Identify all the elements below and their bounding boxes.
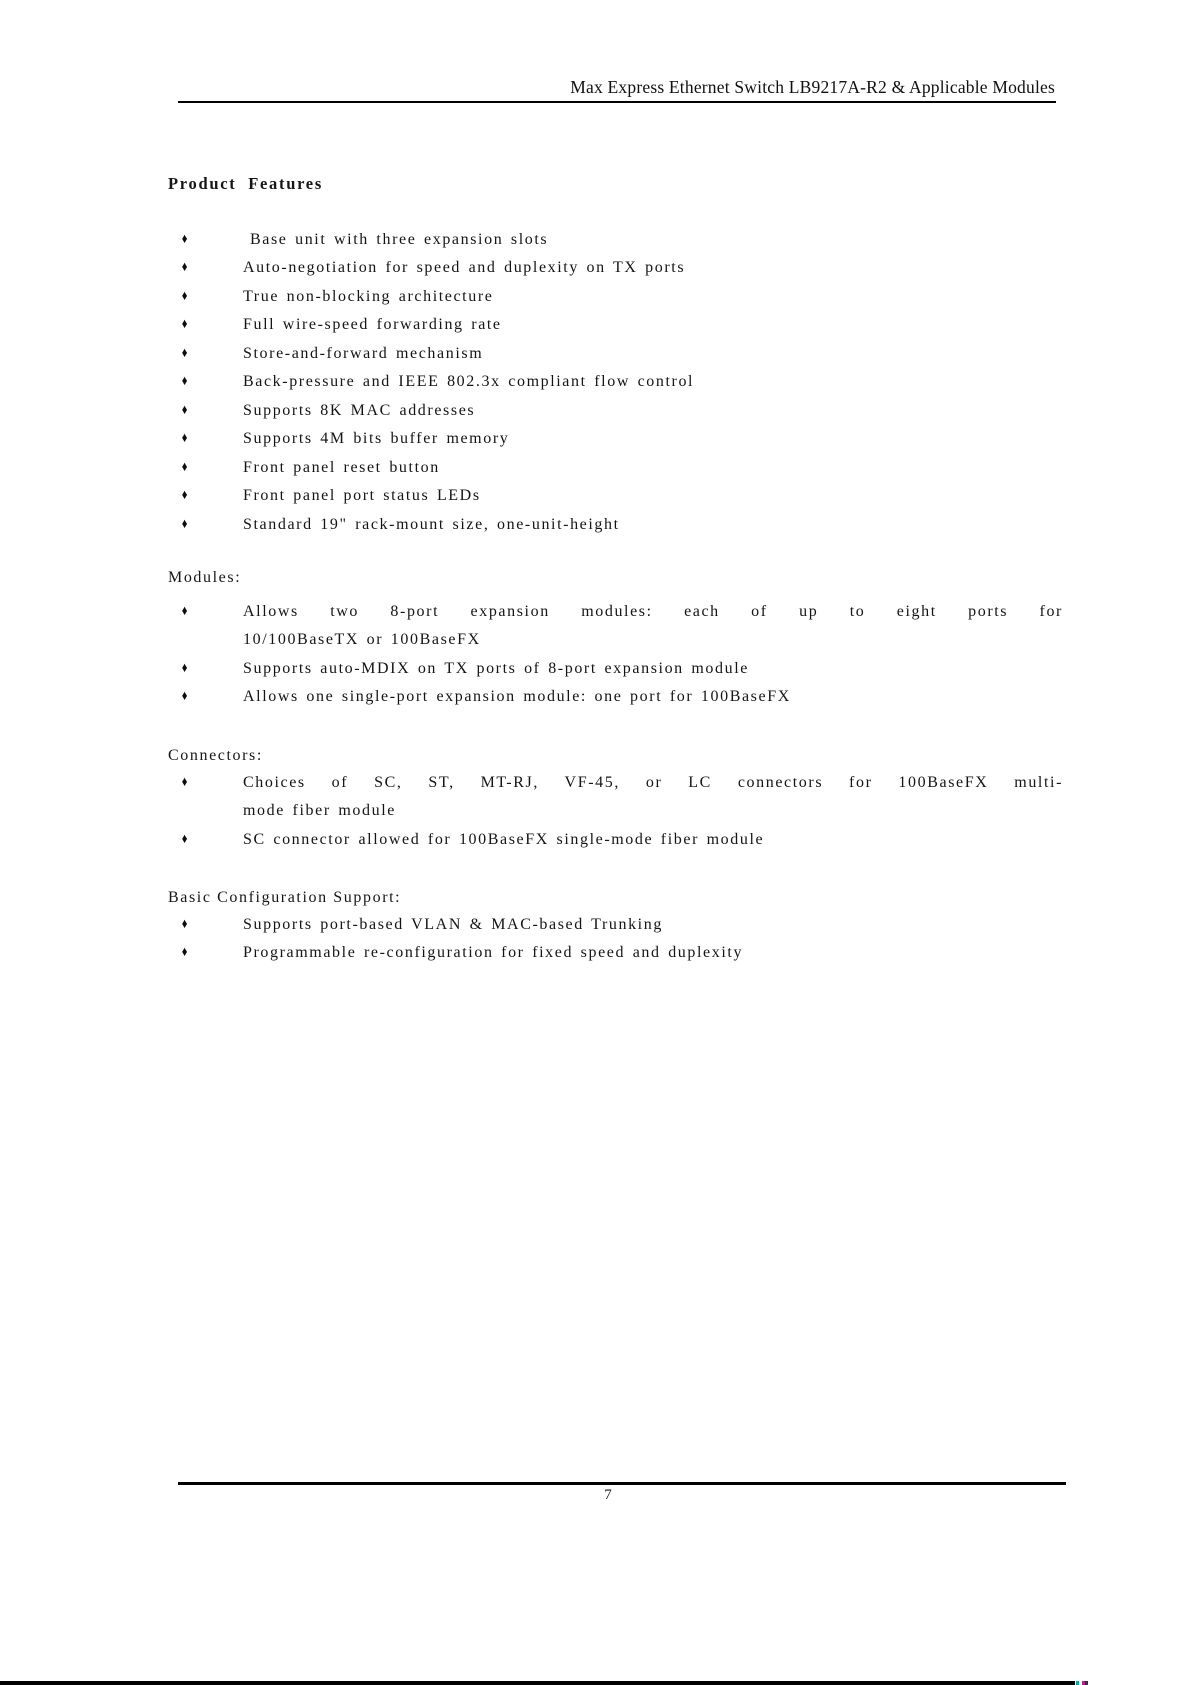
list-item-line: Base unit with three expansion slots xyxy=(250,231,549,248)
diamond-bullet-icon: ♦ xyxy=(181,689,188,705)
list-item-line: SC connector allowed for 100BaseFX single-mode fiber module xyxy=(243,830,765,848)
diamond-bullet-icon: ♦ xyxy=(181,459,188,475)
list-item xyxy=(168,454,1063,482)
section-label-modules: Modules: xyxy=(168,569,242,586)
list-item-line: Standard 19" rack-mount size, one-unit-height xyxy=(243,515,620,533)
list-item-text xyxy=(243,511,1063,539)
list-item-text xyxy=(243,655,1063,683)
basic-configuration-list xyxy=(168,911,1063,968)
scan-artifact-teal-dot xyxy=(1076,1681,1079,1685)
list-item-line: Supports auto-MDIX on TX ports of 8-port expansion module xyxy=(243,659,749,677)
list-item xyxy=(168,340,1063,368)
diamond-bullet-icon: ♦ xyxy=(181,831,188,847)
list-item-text xyxy=(243,598,1063,655)
running-header: Max Express Ethernet Switch LB9217A-R2 & Applicable Modules xyxy=(570,77,1055,97)
list-item-line: Front panel reset button xyxy=(243,458,440,476)
diamond-bullet-icon: ♦ xyxy=(181,945,188,961)
modules-list xyxy=(168,598,1063,712)
list-item-text xyxy=(243,454,1063,482)
diamond-bullet-icon: ♦ xyxy=(181,604,188,619)
list-item xyxy=(168,226,1063,254)
page-number: 7 xyxy=(604,1487,612,1503)
list-item-text xyxy=(243,769,1063,826)
list-item-line: Store-and-forward mechanism xyxy=(243,344,484,362)
list-item xyxy=(168,826,1063,854)
diamond-bullet-icon: ♦ xyxy=(181,345,188,361)
list-item xyxy=(168,511,1063,539)
diamond-bullet-icon: ♦ xyxy=(181,374,188,390)
diamond-bullet-icon: ♦ xyxy=(181,917,188,932)
list-item-text xyxy=(243,340,1063,368)
list-item-text xyxy=(243,397,1063,425)
diamond-bullet-icon: ♦ xyxy=(181,775,188,790)
list-item-text xyxy=(243,939,1063,967)
list-item xyxy=(168,283,1063,311)
list-item-line: 10/100BaseTX or 100BaseFX xyxy=(243,631,481,649)
diamond-bullet-icon: ♦ xyxy=(181,288,188,304)
list-item-line: Programmable re-configuration for fixed speed and duplexity xyxy=(243,944,744,962)
list-item-line: Supports 8K MAC addresses xyxy=(243,401,476,419)
list-item xyxy=(168,769,1063,826)
list-item-text xyxy=(243,683,1063,711)
list-item-text xyxy=(243,826,1063,854)
list-item-line: Full wire-speed forwarding rate xyxy=(243,316,502,334)
list-item-text xyxy=(243,911,1063,939)
list-item-line: Back-pressure and IEEE 802.3x compliant flow control xyxy=(243,373,695,391)
list-item-line: Front panel port status LEDs xyxy=(243,487,481,505)
list-item xyxy=(168,397,1063,425)
list-item-line: Allows two 8-port expansion modules: each of up to eight ports for xyxy=(243,603,1063,620)
section-label-connectors: Connectors: xyxy=(168,747,263,764)
list-item-text xyxy=(243,254,1063,282)
list-item-line: Auto-negotiation for speed and duplexity on TX ports xyxy=(243,259,686,277)
diamond-bullet-icon: ♦ xyxy=(181,431,188,447)
connectors-list xyxy=(168,769,1063,854)
list-item-text xyxy=(243,425,1063,453)
diamond-bullet-icon: ♦ xyxy=(181,260,188,276)
list-item-line: Allows one single-port expansion module: one port for 100BaseFX xyxy=(243,688,791,706)
scan-artifact-dark-dot xyxy=(1085,1681,1088,1685)
header-rule xyxy=(178,101,1056,103)
list-item-text xyxy=(243,311,1063,339)
scan-edge-bar xyxy=(0,1681,1075,1685)
list-item xyxy=(168,655,1063,683)
list-item xyxy=(168,254,1063,282)
section-label-basic-configuration: Basic Configuration Support: xyxy=(168,889,402,906)
list-item-text xyxy=(243,482,1063,510)
list-item-line: True non-blocking architecture xyxy=(243,287,494,305)
list-item xyxy=(168,598,1063,655)
list-item-line: Supports port-based VLAN & MAC-based Trunking xyxy=(243,916,663,933)
feature-list xyxy=(168,226,1063,539)
list-item xyxy=(168,939,1063,967)
list-item xyxy=(168,911,1063,939)
footer-rule xyxy=(178,1482,1066,1485)
diamond-bullet-icon: ♦ xyxy=(181,516,188,532)
list-item xyxy=(168,311,1063,339)
list-item-text xyxy=(243,368,1063,396)
list-item-text xyxy=(250,226,1063,254)
list-item-line: Supports 4M bits buffer memory xyxy=(243,430,510,448)
diamond-bullet-icon: ♦ xyxy=(181,660,188,676)
list-item xyxy=(168,368,1063,396)
list-item-text xyxy=(243,283,1063,311)
diamond-bullet-icon: ♦ xyxy=(181,232,188,247)
page-title: Product Features xyxy=(168,174,323,193)
list-item xyxy=(168,425,1063,453)
list-item-line: Choices of SC, ST, MT-RJ, VF-45, or LC connectors for 100BaseFX multi- xyxy=(243,774,1063,791)
diamond-bullet-icon: ♦ xyxy=(181,488,188,504)
diamond-bullet-icon: ♦ xyxy=(181,402,188,418)
list-item xyxy=(168,683,1063,711)
list-item-line: mode fiber module xyxy=(243,802,396,820)
diamond-bullet-icon: ♦ xyxy=(181,317,188,333)
list-item xyxy=(168,482,1063,510)
